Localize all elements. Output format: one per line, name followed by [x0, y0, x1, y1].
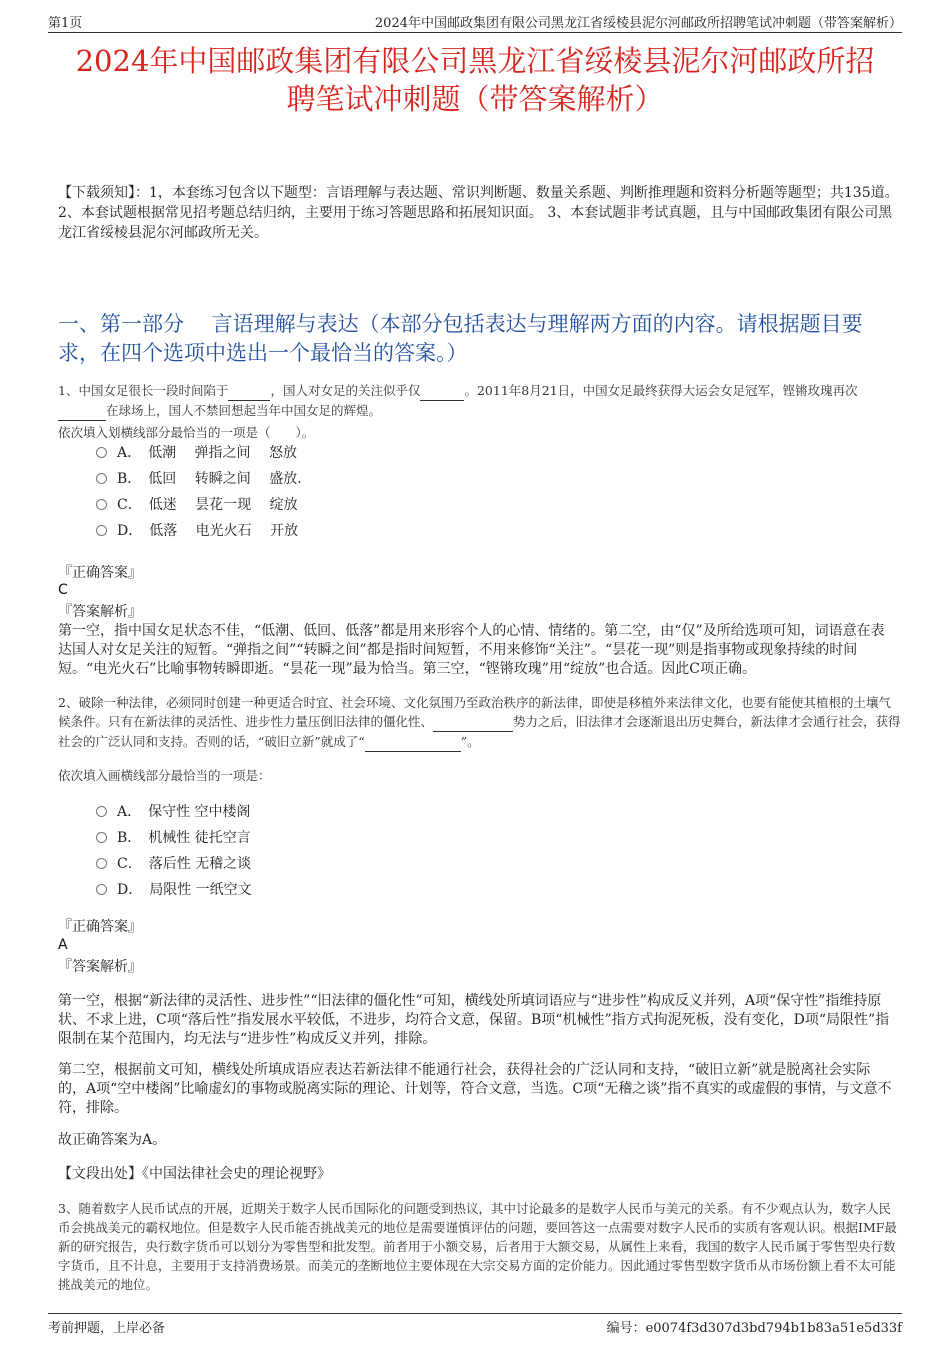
option-label: B． 低回 转瞬之间 盛放. — [117, 471, 302, 487]
fill-blank — [365, 732, 461, 752]
radio-icon[interactable] — [96, 525, 107, 536]
q1-stem-part: 。2011年8月21日，中国女足最终获得大运会女足冠军，铿锵玫瑰再次 — [464, 383, 858, 398]
header-doc-title: 2024年中国邮政集团有限公司黑龙江省绥棱县泥尔河邮政所招聘笔试冲刺题（带答案解析） — [374, 16, 902, 31]
question-1-stem — [58, 381, 902, 421]
q2-explanation-p1: 第一空，根据“新法律的灵活性、进步性”“旧法律的僵化性”可知，横线处所填词语应与“进步性”构成反义并列，A项“保守性”指维持原状、不求上进，C项“落后性”指发展水平较低，不进步，均符合文意，保留。B项“机械性”指方式拘泥死板，没有变化，D项“局限性”指限制在某个范围内，均无法与“进步性”构成反义并列，排除。 — [58, 993, 890, 1047]
q2-explanation-p3: 故正确答案为A。 — [58, 1132, 167, 1148]
q1-explanation: 第一空，指中国女足状态不佳，“低潮、低回、低落”都是用来形容个人的心情、情绪的。第二空，由“仅”及所给选项可知，词语意在表达国人对女足关注的短暂。“弹指之间”“转瞬之间”都是指时间短暂，不用来修饰“关注”。“昙花一现”则是指事物或现象持续的时间短。“电光火石”比喻事物转瞬即逝。“昙花一现”最为恰当。第三空，“铿锵玫瑰”用“绽放”也合适。因此C项正确。 — [58, 623, 885, 677]
option-label: C． 落后性 无稽之谈 — [117, 856, 252, 872]
radio-icon[interactable] — [96, 858, 107, 869]
option-label: A． 低潮 弹指之间 怒放 — [117, 445, 298, 461]
q2-stem-part: 2、破除一种法律，必须同时创建一种更适合时宜、社会环境、文化氛围乃至政治秩序的新法律，即使是移植外来法律文化，也要有能使其植根的土壤气候条件。只有在新法律的灵活性、进步性力量压倒旧法律的僵化性、 — [58, 695, 891, 729]
q1-stem-part: 1、中国女足很长一段时间陷于 — [58, 383, 229, 398]
radio-icon[interactable] — [96, 473, 107, 484]
option-label: C． 低迷 昙花一现 绽放 — [117, 497, 298, 513]
q2-stem-part: 势力之后，旧法律才会逐渐退出历史舞台，新法律才会通行社会，获得社会的广泛认同和支持。否则的话，“破旧立新”就成了“ — [58, 714, 901, 749]
fill-blank — [58, 401, 106, 421]
q1-option-a[interactable] — [96, 440, 302, 466]
q2-option-b[interactable] — [96, 825, 252, 851]
q1-option-b[interactable] — [96, 466, 302, 492]
document-title — [40, 42, 910, 118]
question-1-options — [96, 440, 302, 544]
section-heading: 一、第一部分 言语理解与表达（本部分包括表达与理解两方面的内容。请根据题目要求，在四个选项中选出一个最恰当的答案。） — [58, 312, 863, 365]
q2-answer-label: 『正确答案』 — [58, 919, 142, 935]
footer-doc-id: 编号：e0074f3d307d3bd794b1b83a51e5d33f — [606, 1321, 902, 1336]
option-label: D． 局限性 一纸空文 — [117, 882, 252, 898]
fill-blank — [420, 381, 464, 401]
q2-option-c[interactable] — [96, 851, 252, 877]
radio-icon[interactable] — [96, 447, 107, 458]
page-header — [48, 12, 902, 33]
q2-option-d[interactable] — [96, 877, 252, 903]
q2-explanation-p2: 第二空，根据前文可知，横线处所填成语应表达若新法律不能通行社会，获得社会的广泛认同和支持，“破旧立新”就是脱离社会实际的，A项“空中楼阁”比喻虚幻的事物或脱离实际的理论、计划等，符合文意，当选。C项“无稽之谈”指不真实的或虚假的事情，与文意不符，排除。 — [58, 1062, 892, 1116]
page-number: 第1页 — [48, 16, 83, 31]
question-2-options — [96, 799, 252, 903]
question-3-stem: 3、随着数字人民币试点的开展，近期关于数字人民币国际化的问题受到热议，其中讨论最多的是数字人民币与美元的关系。有不少观点认为，数字人民币会挑战美元的霸权地位。但是数字人民币能否挑战美元的地位是需要谨慎评估的问题，要回答这一点需要对数字人民币的实质有客观认识。根据IMF最新的研究报告，央行数字货币可以划分为零售型和批发型。前者用于小额交易，后者用于大额交易，从属性上来看，我国的数字人民币属于零售型央行数字货币，且不计息，主要用于支持消费场景。而美元的垄断地位主要体现在大宗交易方面的定价能力。因此通过零售型数字货币从市场份额上看不太可能挑战美元的地位。 — [58, 1201, 897, 1292]
q2-explain-label: 『答案解析』 — [58, 959, 142, 975]
q2-answer: A — [58, 937, 68, 953]
question-2-stem — [58, 693, 902, 752]
question-1-prompt: 依次填入划横线部分最恰当的一项是（ ）。 — [58, 425, 315, 440]
q1-answer: C — [58, 582, 68, 598]
q2-source: 【文段出处】《中国法律社会史的理论视野》 — [58, 1166, 331, 1182]
q1-stem-part: 在球场上，国人不禁回想起当年中国女足的辉煌。 — [106, 403, 382, 418]
download-notice: 【下载须知】：1，本套练习包含以下题型：言语理解与表达题、常识判断题、数量关系题、判断推理题和资料分析题等题型；共135道。 2、本套试题根据常见招考题总结归纳，主要用于练习答题思路和拓展知识面。 3、本套试题非考试真题，且与中国邮政集团有限公司黑龙江省绥棱县泥尔河邮政所无关。 — [58, 185, 899, 241]
question-2-prompt: 依次填入画横线部分最恰当的一项是： — [58, 768, 271, 783]
q1-option-d[interactable] — [96, 518, 302, 544]
option-label: B． 机械性 徒托空言 — [117, 830, 251, 846]
page-footer — [48, 1313, 902, 1334]
q2-stem-part: ”。 — [460, 734, 480, 749]
title-line-2: 聘笔试冲刺题（带答案解析） — [286, 82, 664, 116]
q1-explain-label: 『答案解析』 — [58, 604, 142, 620]
footer-slogan: 考前押题，上岸必备 — [48, 1321, 166, 1336]
radio-icon[interactable] — [96, 884, 107, 895]
radio-icon[interactable] — [96, 499, 107, 510]
fill-blank — [433, 712, 513, 732]
title-line-1: 2024年中国邮政集团有限公司黑龙江省绥棱县泥尔河邮政所招 — [75, 44, 875, 78]
option-label: D． 低落 电光火石 开放 — [117, 523, 299, 539]
radio-icon[interactable] — [96, 806, 107, 817]
q2-option-a[interactable] — [96, 799, 252, 825]
q1-stem-part: ，国人对女足的关注似乎仅 — [270, 383, 421, 398]
option-label: A． 保守性 空中楼阁 — [117, 804, 251, 820]
q1-option-c[interactable] — [96, 492, 302, 518]
radio-icon[interactable] — [96, 832, 107, 843]
fill-blank — [228, 381, 270, 401]
q1-answer-label: 『正确答案』 — [58, 565, 142, 581]
